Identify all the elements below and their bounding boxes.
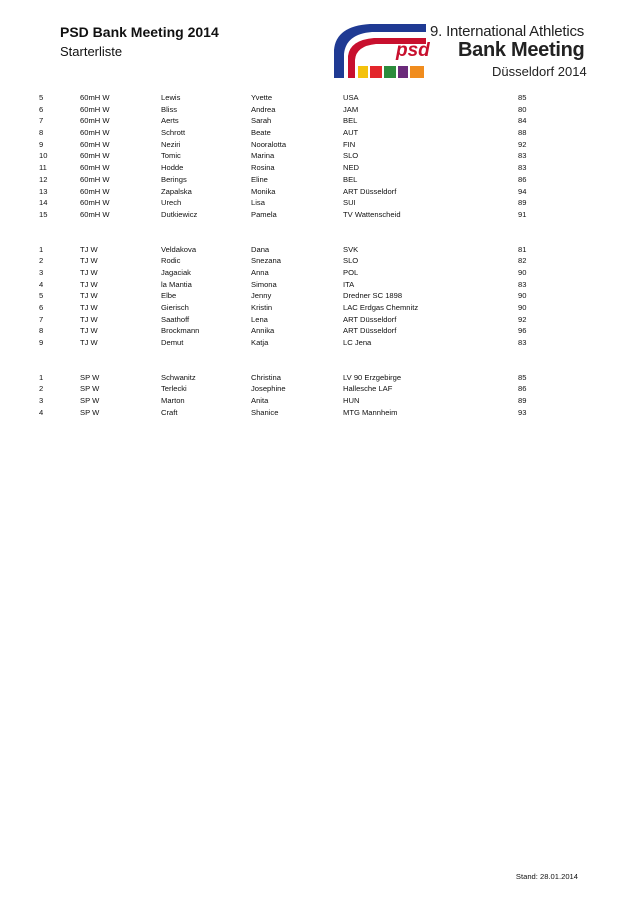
cell-points: 88 xyxy=(518,128,527,138)
cell-event: 60mH W xyxy=(80,128,110,138)
cell-points: 96 xyxy=(518,326,527,336)
cell-first-name: Anita xyxy=(251,396,269,406)
cell-club: MTG Mannheim xyxy=(343,407,398,417)
cell-last-name: Brockmann xyxy=(161,326,200,336)
cell-start-number: 2 xyxy=(39,384,44,394)
cell-start-number: 1 xyxy=(39,244,44,254)
table-row xyxy=(0,255,638,267)
cell-points: 83 xyxy=(518,151,527,161)
cell-start-number: 13 xyxy=(39,186,48,196)
cell-last-name: Craft xyxy=(161,407,178,417)
cell-points: 89 xyxy=(518,198,527,208)
table-row xyxy=(0,197,638,209)
cell-points: 86 xyxy=(518,174,527,184)
cell-first-name: Andrea xyxy=(251,104,276,114)
cell-club: JAM xyxy=(343,104,359,114)
cell-first-name: Marina xyxy=(251,151,275,161)
cell-first-name: Christina xyxy=(251,372,281,382)
cell-event: 60mH W xyxy=(80,198,110,208)
cell-club: BEL xyxy=(343,174,358,184)
cell-first-name: Anna xyxy=(251,267,269,277)
cell-club: LC Jena xyxy=(343,338,372,348)
logo-stripe-2 xyxy=(358,66,368,78)
cell-points: 90 xyxy=(518,291,527,301)
cell-club: Dredner SC 1898 xyxy=(343,291,403,301)
cell-start-number: 1 xyxy=(39,372,44,382)
cell-club: USA xyxy=(343,93,359,102)
cell-points: 85 xyxy=(518,93,527,102)
cell-points: 85 xyxy=(518,372,527,382)
cell-club: SUI xyxy=(343,198,356,208)
table-row xyxy=(0,383,638,395)
cell-points: 86 xyxy=(518,384,527,394)
cell-club: SVK xyxy=(343,244,359,254)
cell-event: TJ W xyxy=(80,244,98,254)
cell-start-number: 8 xyxy=(39,326,44,336)
cell-club: ITA xyxy=(343,279,355,289)
cell-club: BEL xyxy=(343,116,358,126)
cell-start-number: 7 xyxy=(39,314,44,324)
starter-list xyxy=(0,92,638,419)
cell-last-name: Dutkiewicz xyxy=(161,209,198,219)
cell-start-number: 5 xyxy=(39,93,44,102)
cell-first-name: Snezana xyxy=(251,256,281,266)
cell-start-number: 10 xyxy=(39,151,48,161)
logo-bank-meeting: Bank Meeting xyxy=(458,39,585,61)
logo-city-year: Düsseldorf 2014 xyxy=(492,64,587,79)
cell-club: Hallesche LAF xyxy=(343,384,393,394)
logo-psd-mark: psd xyxy=(396,40,430,61)
cell-club: FIN xyxy=(343,139,356,149)
cell-first-name: Katja xyxy=(251,338,269,348)
cell-points: 81 xyxy=(518,244,527,254)
cell-event: TJ W xyxy=(80,326,98,336)
cell-points: 83 xyxy=(518,163,527,173)
cell-start-number: 14 xyxy=(39,198,48,208)
table-row xyxy=(0,337,638,349)
table-row xyxy=(0,139,638,151)
cell-last-name: Gierisch xyxy=(161,303,189,312)
cell-last-name: Elbe xyxy=(161,291,177,301)
cell-club: POL xyxy=(343,267,359,277)
status-date: Stand: 28.01.2014 xyxy=(515,872,578,881)
cell-points: 92 xyxy=(518,314,527,324)
logo-headline: 9. International Athletics xyxy=(430,23,585,40)
table-row xyxy=(0,267,638,279)
cell-first-name: Annika xyxy=(251,326,275,336)
cell-event: TJ W xyxy=(80,256,98,266)
page-title: PSD Bank Meeting 2014 xyxy=(60,24,219,40)
cell-first-name: Lisa xyxy=(251,198,265,208)
cell-event: TJ W xyxy=(80,303,98,312)
cell-event: SP W xyxy=(80,407,100,417)
cell-first-name: Simona xyxy=(251,279,277,289)
cell-event: TJ W xyxy=(80,267,98,277)
cell-start-number: 6 xyxy=(39,104,44,114)
cell-first-name: Pamela xyxy=(251,209,277,219)
cell-last-name: Zapalska xyxy=(161,186,192,196)
cell-event: TJ W xyxy=(80,279,98,289)
table-row xyxy=(0,395,638,407)
table-row xyxy=(0,209,638,221)
cell-event: 60mH W xyxy=(80,163,110,173)
cell-club: ART Düsseldorf xyxy=(343,326,397,336)
cell-club: TV Wattenscheid xyxy=(343,209,401,219)
cell-first-name: Lena xyxy=(251,314,268,324)
cell-start-number: 9 xyxy=(39,338,44,348)
cell-event: 60mH W xyxy=(80,93,110,102)
cell-event: 60mH W xyxy=(80,104,110,114)
table-row xyxy=(0,314,638,326)
cell-last-name: Tomic xyxy=(161,151,181,161)
cell-event: 60mH W xyxy=(80,186,110,196)
cell-event: TJ W xyxy=(80,291,98,301)
cell-last-name: Schrott xyxy=(161,128,186,138)
cell-first-name: Josephine xyxy=(251,384,286,394)
cell-start-number: 2 xyxy=(39,256,44,266)
cell-last-name: Demut xyxy=(161,338,184,348)
cell-last-name: Bliss xyxy=(161,104,178,114)
cell-start-number: 3 xyxy=(39,267,44,277)
logo-stripe-1 xyxy=(334,66,344,78)
cell-first-name: Dana xyxy=(251,244,270,254)
table-row xyxy=(0,302,638,314)
table-row xyxy=(0,290,638,302)
table-row xyxy=(0,244,638,256)
cell-points: 92 xyxy=(518,139,527,149)
table-row xyxy=(0,162,638,174)
table-row xyxy=(0,115,638,127)
cell-event: 60mH W xyxy=(80,174,110,184)
cell-first-name: Rosina xyxy=(251,163,275,173)
cell-start-number: 12 xyxy=(39,174,48,184)
cell-club: NED xyxy=(343,163,360,173)
cell-last-name: la Mantia xyxy=(161,279,192,289)
cell-start-number: 4 xyxy=(39,407,44,417)
cell-first-name: Nooralotta xyxy=(251,139,287,149)
cell-last-name: Terlecki xyxy=(161,384,187,394)
cell-last-name: Saathoff xyxy=(161,314,190,324)
cell-points: 93 xyxy=(518,407,527,417)
cell-start-number: 8 xyxy=(39,128,44,138)
cell-event: SP W xyxy=(80,372,100,382)
cell-last-name: Aerts xyxy=(161,116,179,126)
cell-event: SP W xyxy=(80,396,100,406)
cell-club: LAC Erdgas Chemnitz xyxy=(343,303,419,312)
cell-last-name: Urech xyxy=(161,198,182,208)
cell-club: AUT xyxy=(343,128,359,138)
table-row xyxy=(0,372,638,384)
cell-club: ART Düsseldorf xyxy=(343,314,397,324)
cell-club: SLO xyxy=(343,151,359,161)
logo-stripe-6 xyxy=(410,66,424,78)
cell-event: 60mH W xyxy=(80,139,110,149)
cell-last-name: Hodde xyxy=(161,163,184,173)
table-row xyxy=(0,150,638,162)
cell-points: 80 xyxy=(518,104,527,114)
cell-last-name: Schwanitz xyxy=(161,372,196,382)
cell-club: LV 90 Erzgebirge xyxy=(343,372,402,382)
cell-start-number: 6 xyxy=(39,303,44,312)
cell-points: 90 xyxy=(518,267,527,277)
table-row xyxy=(0,279,638,291)
cell-points: 83 xyxy=(518,279,527,289)
cell-last-name: Marton xyxy=(161,396,185,406)
cell-start-number: 5 xyxy=(39,291,44,301)
table-row xyxy=(0,92,638,104)
cell-last-name: Veldakova xyxy=(161,244,197,254)
cell-points: 89 xyxy=(518,396,527,406)
cell-first-name: Yvette xyxy=(251,93,273,102)
group-separator xyxy=(0,221,638,244)
cell-start-number: 7 xyxy=(39,116,44,126)
cell-first-name: Beate xyxy=(251,128,271,138)
cell-start-number: 9 xyxy=(39,139,44,149)
group-separator xyxy=(0,349,638,372)
cell-first-name: Sarah xyxy=(251,116,272,126)
cell-start-number: 11 xyxy=(39,163,47,173)
cell-first-name: Shanice xyxy=(251,407,279,417)
cell-points: 91 xyxy=(518,209,527,219)
table-row xyxy=(0,325,638,337)
cell-event: 60mH W xyxy=(80,116,110,126)
page-subtitle: Starterliste xyxy=(60,44,123,59)
logo-stripe-4 xyxy=(384,66,396,78)
table-row xyxy=(0,407,638,419)
logo-stripe-3 xyxy=(370,66,382,78)
cell-start-number: 15 xyxy=(39,209,48,219)
cell-last-name: Rodic xyxy=(161,256,181,266)
cell-event: 60mH W xyxy=(80,209,110,219)
logo-stripe-5 xyxy=(398,66,408,78)
cell-club: SLO xyxy=(343,256,359,266)
cell-first-name: Jenny xyxy=(251,291,272,301)
cell-first-name: Eline xyxy=(251,174,268,184)
cell-event: SP W xyxy=(80,384,100,394)
cell-start-number: 3 xyxy=(39,396,44,406)
table-row xyxy=(0,186,638,198)
cell-event: TJ W xyxy=(80,314,98,324)
cell-event: 60mH W xyxy=(80,151,110,161)
cell-event: TJ W xyxy=(80,338,98,348)
cell-club: HUN xyxy=(343,396,360,406)
cell-points: 82 xyxy=(518,256,527,266)
table-row xyxy=(0,104,638,116)
cell-first-name: Kristin xyxy=(251,303,273,312)
cell-points: 94 xyxy=(518,186,527,196)
cell-points: 83 xyxy=(518,338,527,348)
cell-last-name: Neziri xyxy=(161,139,181,149)
cell-last-name: Lewis xyxy=(161,93,181,102)
table-row xyxy=(0,174,638,186)
cell-points: 84 xyxy=(518,116,527,126)
cell-first-name: Monika xyxy=(251,186,276,196)
table-row xyxy=(0,127,638,139)
cell-start-number: 4 xyxy=(39,279,44,289)
cell-last-name: Jagaciak xyxy=(161,267,191,277)
cell-club: ART Düsseldorf xyxy=(343,186,397,196)
cell-last-name: Berings xyxy=(161,174,187,184)
cell-points: 90 xyxy=(518,303,527,312)
